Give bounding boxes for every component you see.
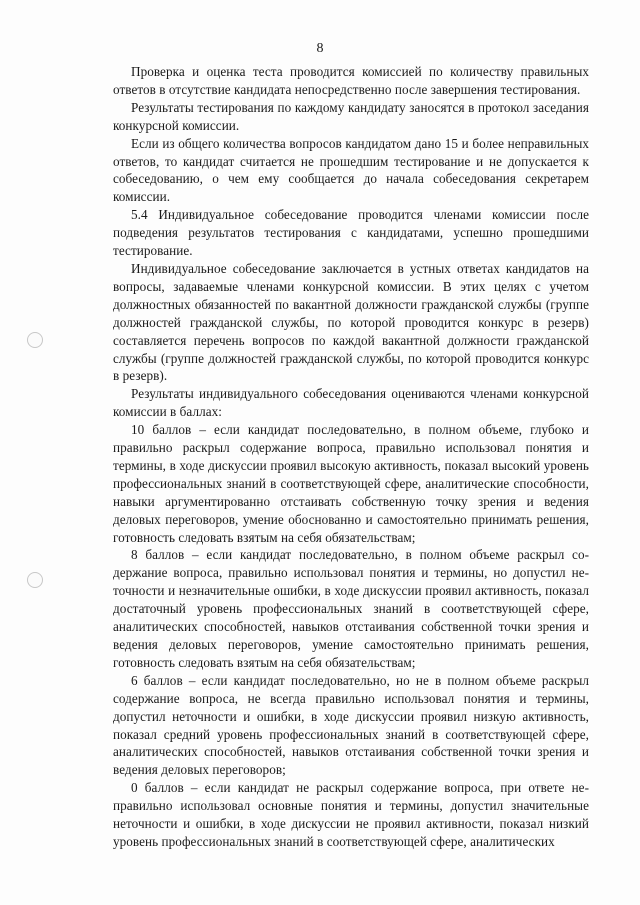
punch-hole-mark [27,332,43,348]
document-body [113,63,589,851]
page-number: 8 [316,41,324,56]
paragraph-interview-scoring-intro: Результаты индивидуального собеседования оцениваются членами конкурсной комиссии в баллах: [113,386,589,420]
paragraph-score-0: 0 баллов – если кандидат не раскрыл содержание вопроса, при ответе неправильно использовал основные понятия и термины, допустил значительные неточности и ошибки, в ходе дискуссии не проявил активности, показал низкий уровень профессиональных знаний в соответствующей сфере, аналитических [113,780,589,849]
paragraph-section-5-4: 5.4 Индивидуальное собеседование проводится членами комиссии после подведения результатов тестирования с кандидатами, успешно прошедшими тестирование. [113,207,589,259]
paragraph-score-6: 6 баллов – если кандидат последовательно, но не в полном объеме раскрыл содержание вопроса, не всегда правильно использовал понятия и термины, допустил неточности и ошибки, в ходе дискуссии проявил низкую активность, показал средний уровень профессиональных знаний в соответствующей сфере, аналитических способностей, навыков отстаивания собственной точки зрения и ведения деловых переговоров; [113,672,589,778]
paragraph-test-results-protocol: Результаты тестирования по каждому кандидату заносятся в протокол заседания конкурсной комиссии. [113,99,589,133]
paragraph-score-8: 8 баллов – если кандидат последовательно, в полном объеме раскрыл содержание вопроса, правильно использовал понятия и термины, но допустил неточности и незначительные ошибки, в ходе дискуссии проявил активность, показал достаточный уровень профессиональных знаний в соответствующей сфере, аналитических способностей, навыков отстаивания собственной точки зрения и ведения деловых переговоров, умение самостоятельно принимать решения, готовность следовать взятым на себя обязательствам; [113,547,589,670]
punch-hole-mark [27,572,43,588]
paragraph-wrong-answers-rule: Если из общего количества вопросов кандидатом дано 15 и более неправильных ответов, то кандидат считается не прошедшим тестирование и не допускается к собеседованию, о чем ему сообщается до начала собеседования секретарем комиссии. [113,135,589,205]
paragraph-test-evaluation: Проверка и оценка теста проводится комиссией по количеству правильных ответов в отсутствие кандидата непосредственно после завершения тестирования. [113,64,589,97]
paragraph-score-10: 10 баллов – если кандидат последовательно, в полном объеме, глубоко и правильно раскрыл содержание вопроса, правильно использовал понятия и термины, в ходе дискуссии проявил высокую активность, показал высокий уровень профессиональных знаний в соответствующей сфере, аналитические способности, навыки аргументированно отстаивать собственную точку зрения и ведения деловых переговоров, умение обоснованно и самостоятельно принимать решения, готовность следовать взятым на себя обязательствам; [113,422,589,545]
paragraph-interview-description: Индивидуальное собеседование заключается в устных ответах кандидатов на вопросы, задаваемые членами конкурсной комиссии. В этих целях с учетом должностных обязанностей по вакантной должности гражданской службы (группе должностей гражданской службы, по которой проводится конкурс в резерв) составляется перечень вопросов по каждой вакантной должности гражданской службы (группе должностей гражданской службы, по которой проводится конкурс в резерв). [113,260,589,384]
